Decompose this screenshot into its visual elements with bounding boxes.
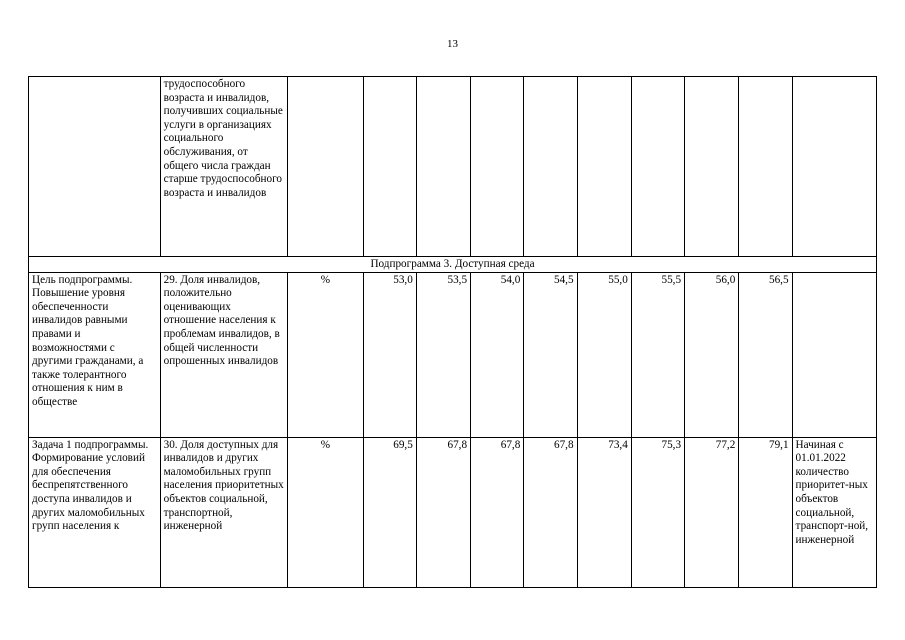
value-cell: 79,1 [739,437,792,587]
unit-cell: % [288,272,363,437]
note-cell: Начиная с 01.01.2022 количество приоритет-ных объектов социальной, транспорт-ной, инженерной [792,437,876,587]
value-cell: 55,5 [631,272,684,437]
value-cell: 73,4 [577,437,631,587]
section-title: Подпрограмма 3. Доступная среда [29,257,877,273]
value-cell [471,77,524,257]
goal-cell [29,77,161,257]
goal-cell: Цель подпрограммы. Повышение уровня обеспеченности инвалидов равными правами и возможностями с другими гражданами, а также толерантного отношения к ним в обществе [29,272,161,437]
value-cell [577,77,631,257]
value-cell: 56,5 [739,272,792,437]
value-cell: 56,0 [685,272,739,437]
section-row [29,257,877,273]
value-cell [739,77,792,257]
value-cell: 53,5 [416,272,470,437]
value-cell: 67,8 [524,437,577,587]
indicator-cell: трудоспособного возраста и инвалидов, получивших социальные услуги в организациях социального обслуживания, от общего числа граждан старше трудоспособного возраста и инвалидов [160,77,288,257]
value-cell [416,77,470,257]
value-cell: 77,2 [685,437,739,587]
value-cell: 67,8 [416,437,470,587]
note-cell [792,272,876,437]
page-number: 13 [447,38,458,50]
value-cell [524,77,577,257]
value-cell: 55,0 [577,272,631,437]
unit-cell [288,77,363,257]
value-cell: 54,5 [524,272,577,437]
unit-cell: % [288,437,363,587]
table-row [29,77,877,257]
indicator-cell: 30. Доля доступных для инвалидов и других маломобильных групп населения приоритетных объектов социальной, транспортной, инженерной [160,437,288,587]
indicators-table [28,76,877,588]
value-cell: 54,0 [471,272,524,437]
table-row [29,437,877,587]
value-cell: 53,0 [363,272,416,437]
value-cell: 69,5 [363,437,416,587]
value-cell [631,77,684,257]
indicator-cell: 29. Доля инвалидов, положительно оценивающих отношение населения к проблемам инвалидов, в общей численности опрошенных инвалидов [160,272,288,437]
value-cell [685,77,739,257]
value-cell: 75,3 [631,437,684,587]
value-cell [363,77,416,257]
value-cell: 67,8 [471,437,524,587]
table-row [29,272,877,437]
goal-cell: Задача 1 подпрограммы. Формирование условий для обеспечения беспрепятственного доступа инвалидов и других маломобильных групп населения к [29,437,161,587]
note-cell [792,77,876,257]
